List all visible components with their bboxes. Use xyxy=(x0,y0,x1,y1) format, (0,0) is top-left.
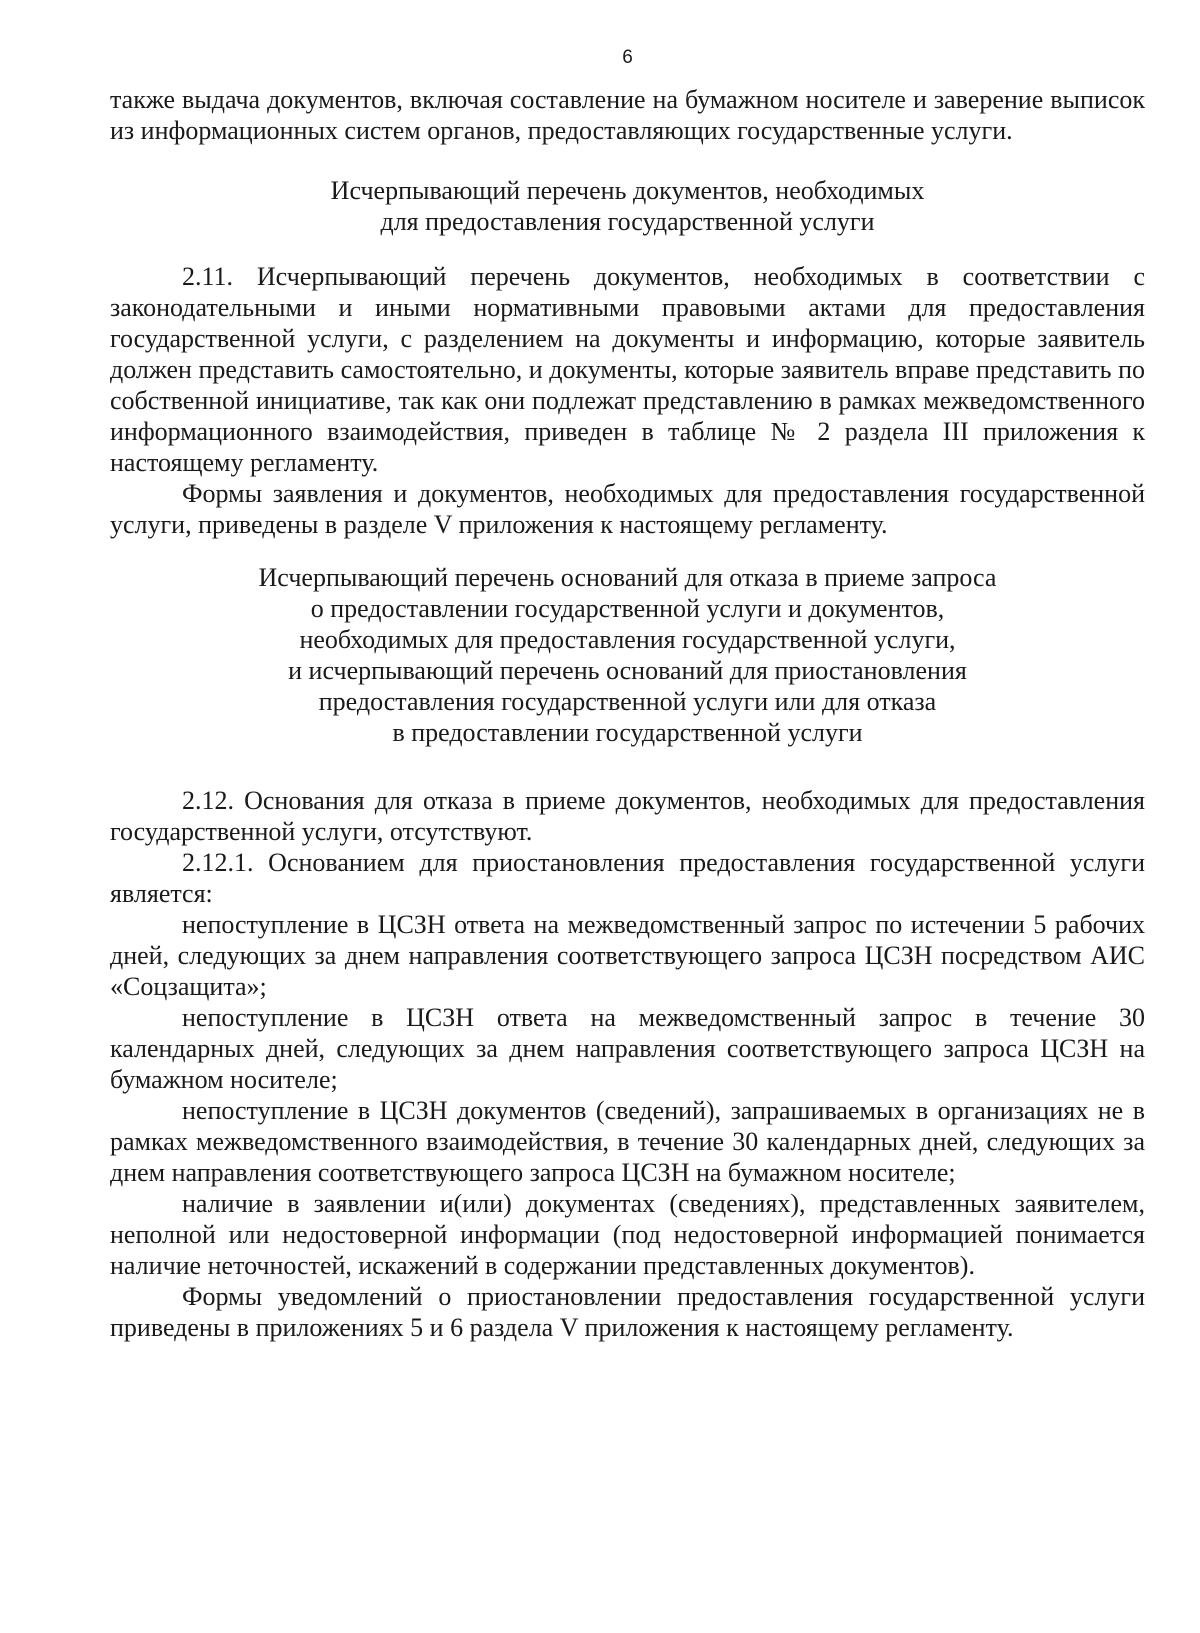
heading-line: в предоставлении государственной услуги xyxy=(392,718,863,747)
heading-line: для предоставления государственной услуги xyxy=(380,207,875,236)
list-item: непоступление в ЦСЗН ответа на межведомственный запрос в течение 30 календарных дней, следующих за днем направления соответствующего запроса ЦСЗН на бумажном носителе; xyxy=(110,1003,1145,1094)
heading-line: предоставления государственной услуги или для отказа xyxy=(318,687,937,716)
list-item: непоступление в ЦСЗН ответа на межведомственный запрос по истечении 5 рабочих дней, следующих за днем направления соответствующего запроса ЦСЗН посредством АИС «Соцзащита»; xyxy=(110,910,1145,1001)
document-page xyxy=(110,44,1145,1343)
paragraph-forms: Формы заявления и документов, необходимых для предоставления государственной услуги, приведены в разделе V приложения к настоящему регламенту. xyxy=(110,479,1145,539)
heading-line: Исчерпывающий перечень документов, необходимых xyxy=(330,176,925,205)
heading-refusal-grounds xyxy=(110,562,1145,748)
heading-line: и исчерпывающий перечень оснований для приостановления xyxy=(288,656,967,685)
intro-paragraph: также выдача документов, включая составление на бумажном носителе и заверение выписок из информационных систем органов, предоставляющих государственные услуги. xyxy=(110,85,1145,145)
paragraph-2-12-1: 2.12.1. Основанием для приостановления предоставления государственной услуги является: xyxy=(110,848,1145,908)
heading-documents-list xyxy=(110,175,1145,237)
list-item: непоступление в ЦСЗН документов (сведений), запрашиваемых в организациях не в рамках межведомственного взаимодействия, в течение 30 календарных дней, следующих за днем направления соответствующего запроса ЦСЗН на бумажном носителе; xyxy=(110,1096,1145,1187)
paragraph-2-12: 2.12. Основания для отказа в приеме документов, необходимых для предоставления государственной услуги, отсутствуют. xyxy=(110,786,1145,846)
page-number: 6 xyxy=(622,47,633,68)
heading-line: о предоставлении государственной услуги и документов, xyxy=(310,594,945,623)
heading-line: Исчерпывающий перечень оснований для отказа в приеме запроса xyxy=(258,563,997,592)
paragraph-2-11: 2.11. Исчерпывающий перечень документов, необходимых в соответствии с законодательными и иными нормативными правовыми актами для предоставления государственной услуги, с разделением на документы и информацию, которые заявитель должен представить самостоятельно, и документы, которые заявитель вправе представить по собственной инициативе, так как они подлежат представлению в рамках межведомственного информационного взаимодействия, приведен в таблице № 2 раздела III приложения к настоящему регламенту. xyxy=(110,262,1145,477)
paragraph-notification-forms: Формы уведомлений о приостановлении предоставления государственной услуги приведены в приложениях 5 и 6 раздела V приложения к настоящему регламенту. xyxy=(110,1282,1145,1342)
list-item: наличие в заявлении и(или) документах (сведениях), представленных заявителем, неполной или недостоверной информации (под недостоверной информацией понимается наличие неточностей, искажений в содержании представленных документов). xyxy=(110,1189,1145,1280)
heading-line: необходимых для предоставления государственной услуги, xyxy=(299,625,956,654)
